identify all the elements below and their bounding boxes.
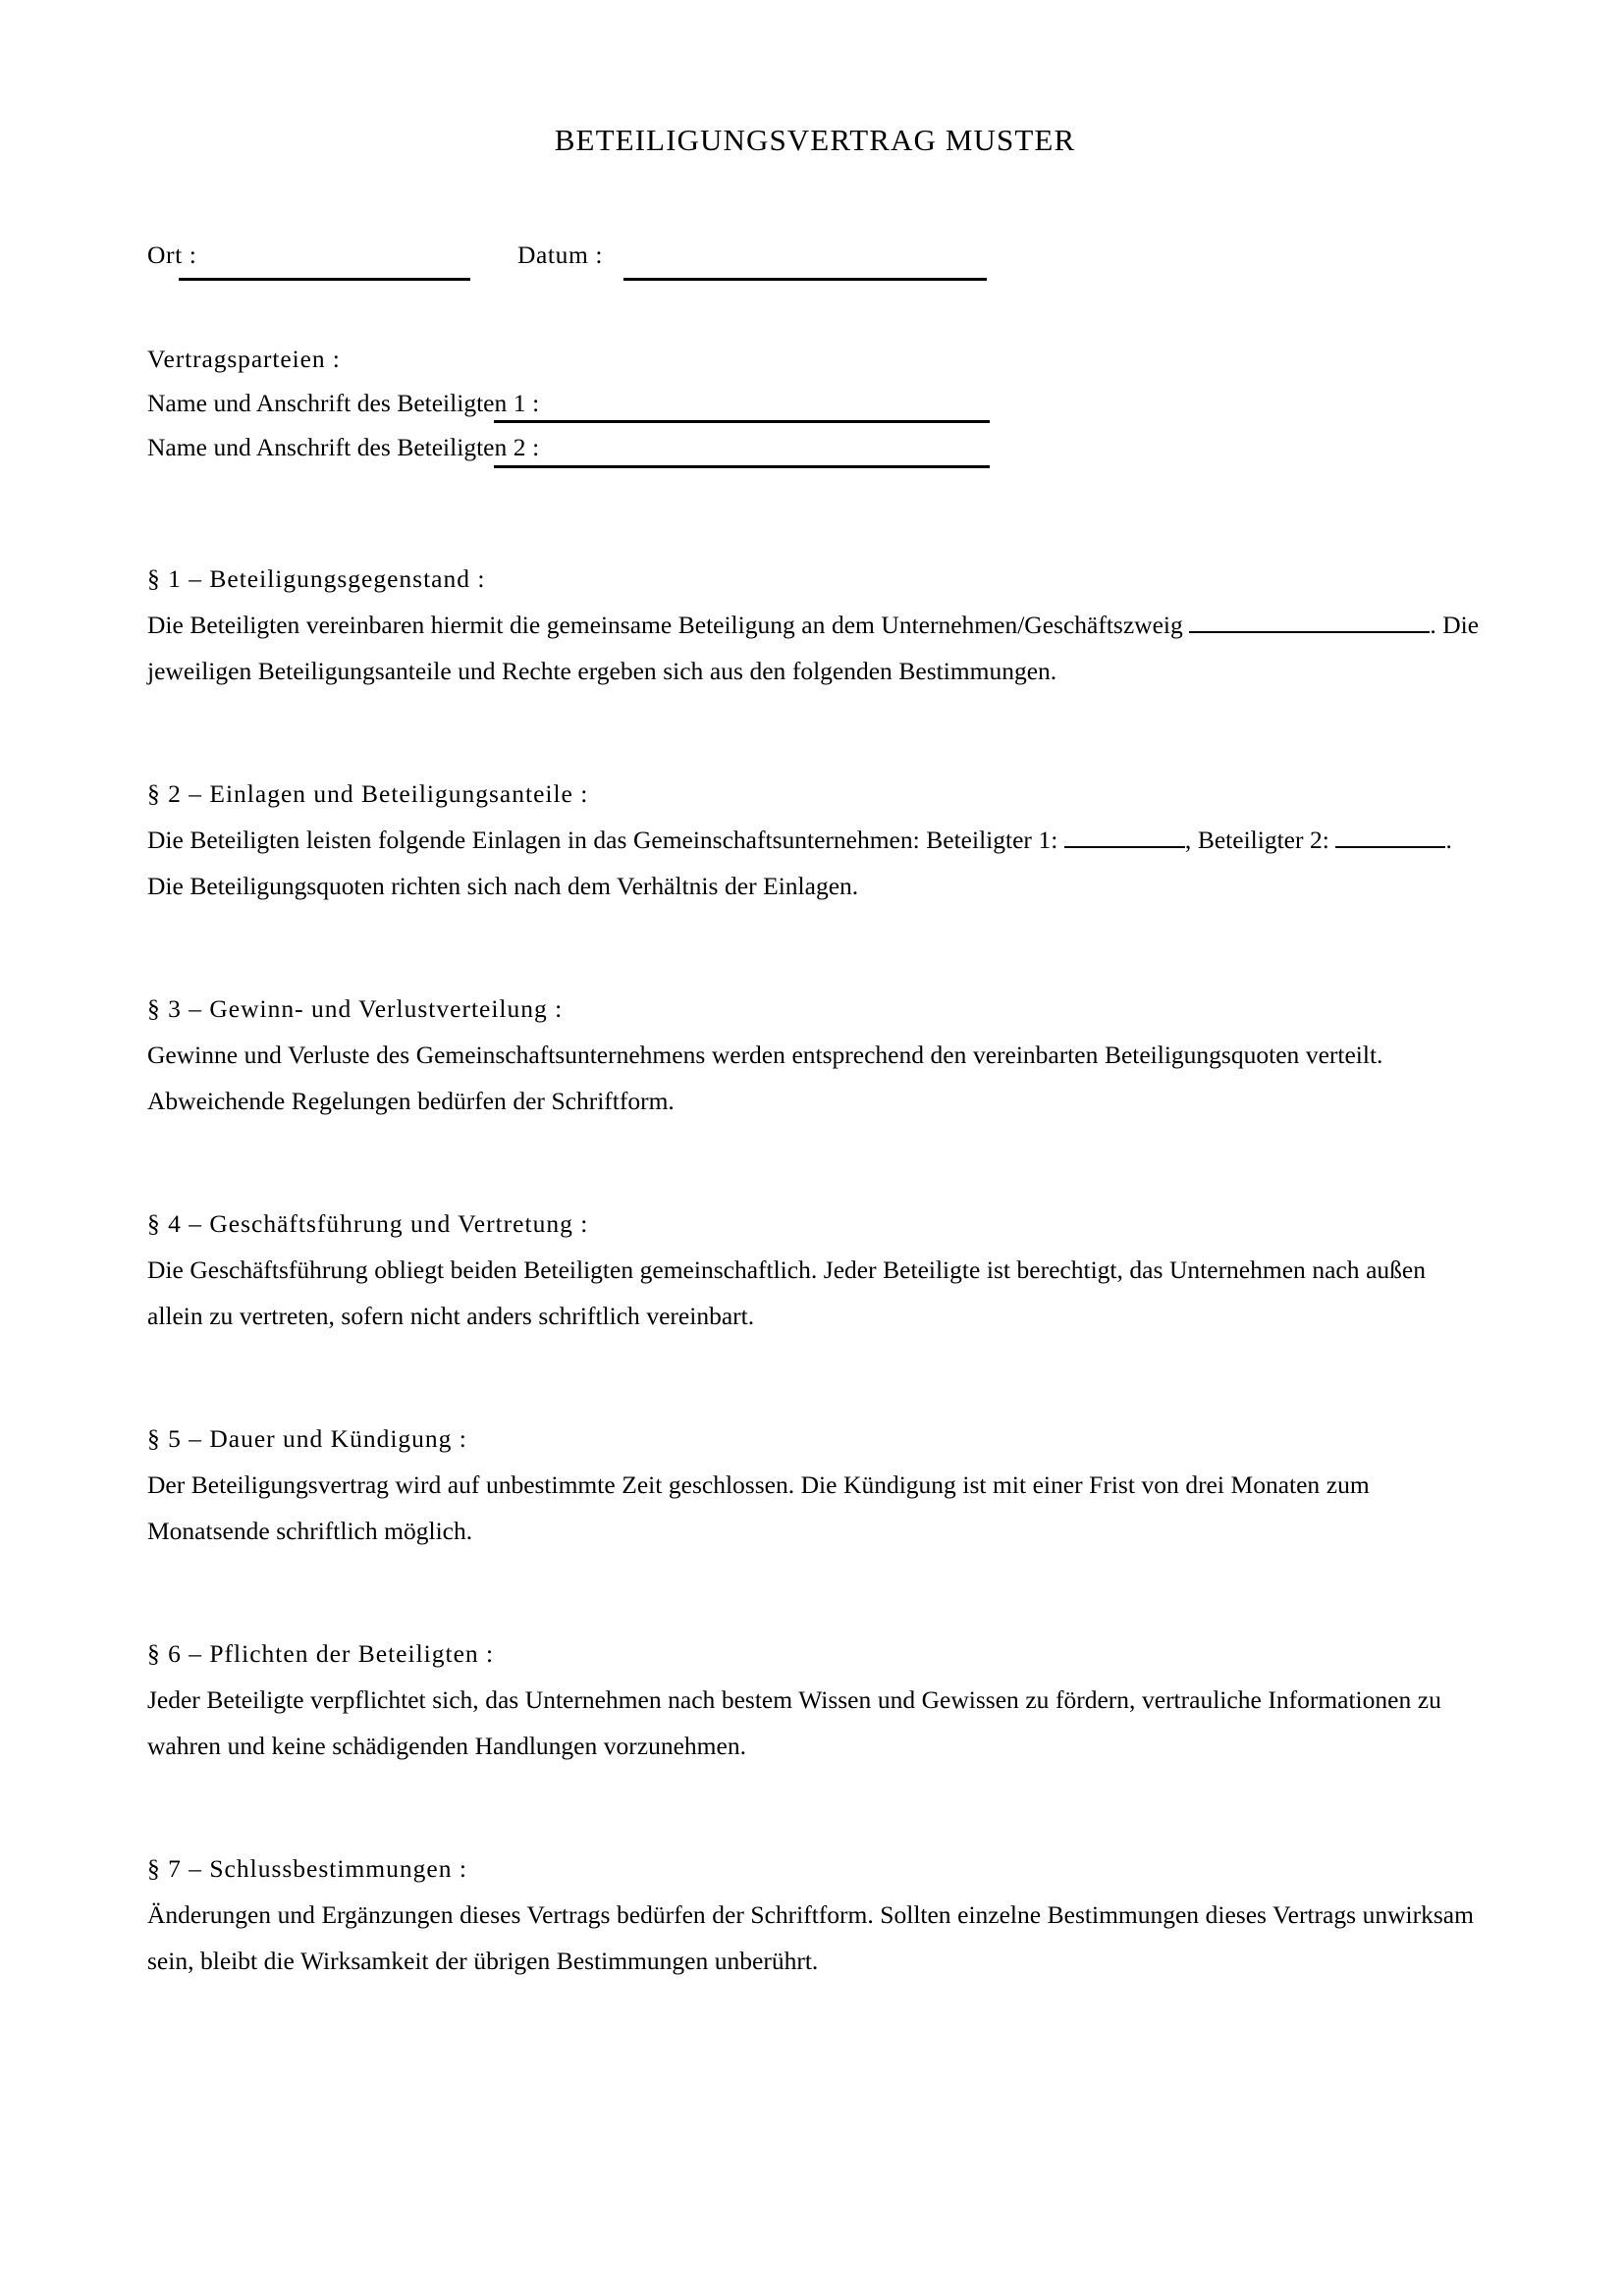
party-2-label: Name und Anschrift des Beteiligten 2 : (147, 433, 540, 461)
section-2-body-part-3: . Die Beteiligungsquoten richten sich nach dem Verhältnis der Einlagen. (147, 826, 1459, 900)
document-content (147, 0, 1486, 1984)
section-4-heading: § 4 – Geschäftsführung und Vertretung : (147, 1209, 589, 1238)
section-3-body: Gewinne und Verluste des Gemeinschaftsunternehmens werden entsprechend den vereinbarten Beteiligungsquoten verteilt. Abweichende Regelungen bedürfen der Schriftform. (147, 1041, 1388, 1115)
section-2-blank-field-1[interactable] (1064, 846, 1185, 848)
section-2-heading: § 2 – Einlagen und Beteiligungsanteile : (147, 779, 589, 808)
section-6-body: Jeder Beteiligte verpflichtet sich, das Unternehmen nach bestem Wissen und Gewissen zu fördern, vertrauliche Informationen zu wahren und keine schädigenden Handlungen vorzunehmen. (147, 1685, 1448, 1760)
section-2 (147, 771, 1483, 909)
section-3 (147, 986, 1483, 1124)
datum-label: Datum : (517, 240, 604, 269)
party-1-blank-field[interactable] (494, 420, 990, 423)
section-7-body: Änderungen und Ergänzungen dieses Vertrags bedürfen der Schriftform. Sollten einzelne Bestimmungen dieses Vertrags unwirksam sein, bleibt die Wirksamkeit der übrigen Bestimmungen unberührt. (147, 1900, 1481, 1975)
party-2-blank-field[interactable] (494, 465, 990, 468)
contract-parties-heading: Vertragsparteien : (147, 345, 341, 373)
section-1-blank-field[interactable] (1189, 631, 1430, 633)
page-title: BETEILIGUNGSVERTRAG MUSTER (554, 123, 1076, 157)
section-6 (147, 1630, 1483, 1769)
section-5 (147, 1415, 1483, 1554)
ort-blank-field[interactable] (179, 278, 470, 281)
section-1-body-part-2: . Die jeweiligen Beteiligungsanteile und Rechte ergeben sich aus den folgenden Bestimmungen. (147, 611, 1486, 685)
section-6-heading: § 6 – Pflichten der Beteiligten : (147, 1639, 495, 1668)
section-3-heading: § 3 – Gewinn- und Verlustverteilung : (147, 994, 564, 1023)
section-1-heading: § 1 – Beteiligungsgegenstand : (147, 564, 486, 593)
section-1-body-part-1: Die Beteiligten vereinbaren hiermit die gemeinsame Beteiligung an dem Unternehmen/Geschäftszweig (147, 611, 1183, 639)
party-1-label: Name und Anschrift des Beteiligten 1 : (147, 389, 540, 417)
section-1-body (147, 602, 1486, 694)
section-1 (147, 556, 1486, 694)
section-7-heading: § 7 – Schlussbestimmungen : (147, 1854, 467, 1883)
section-5-body: Der Beteiligungsvertrag wird auf unbestimmte Zeit geschlossen. Die Kündigung ist mit einer Frist von drei Monaten zum Monatsende schriftlich möglich. (147, 1470, 1377, 1545)
ort-label: Ort : (147, 240, 197, 269)
place-date-row (147, 240, 1483, 301)
section-2-body-part-1: Die Beteiligten leisten folgende Einlagen in das Gemeinschaftsunternehmen: Beteiligter 1: (147, 826, 1064, 854)
section-4 (147, 1201, 1483, 1339)
section-5-heading: § 5 – Dauer und Kündigung : (147, 1424, 467, 1453)
datum-blank-field[interactable] (623, 278, 987, 281)
section-2-blank-field-2[interactable] (1335, 846, 1445, 848)
section-2-body (147, 817, 1483, 909)
section-4-body: Die Geschäftsführung obliegt beiden Beteiligten gemeinschaftlich. Jeder Beteiligte ist berechtigt, das Unternehmen nach außen allein zu vertreten, sofern nicht anders schriftlich vereinbart. (147, 1255, 1433, 1330)
section-2-body-part-2: , Beteiligter 2: (1184, 826, 1336, 854)
contract-parties-block (147, 336, 1483, 479)
section-7 (147, 1845, 1483, 1984)
